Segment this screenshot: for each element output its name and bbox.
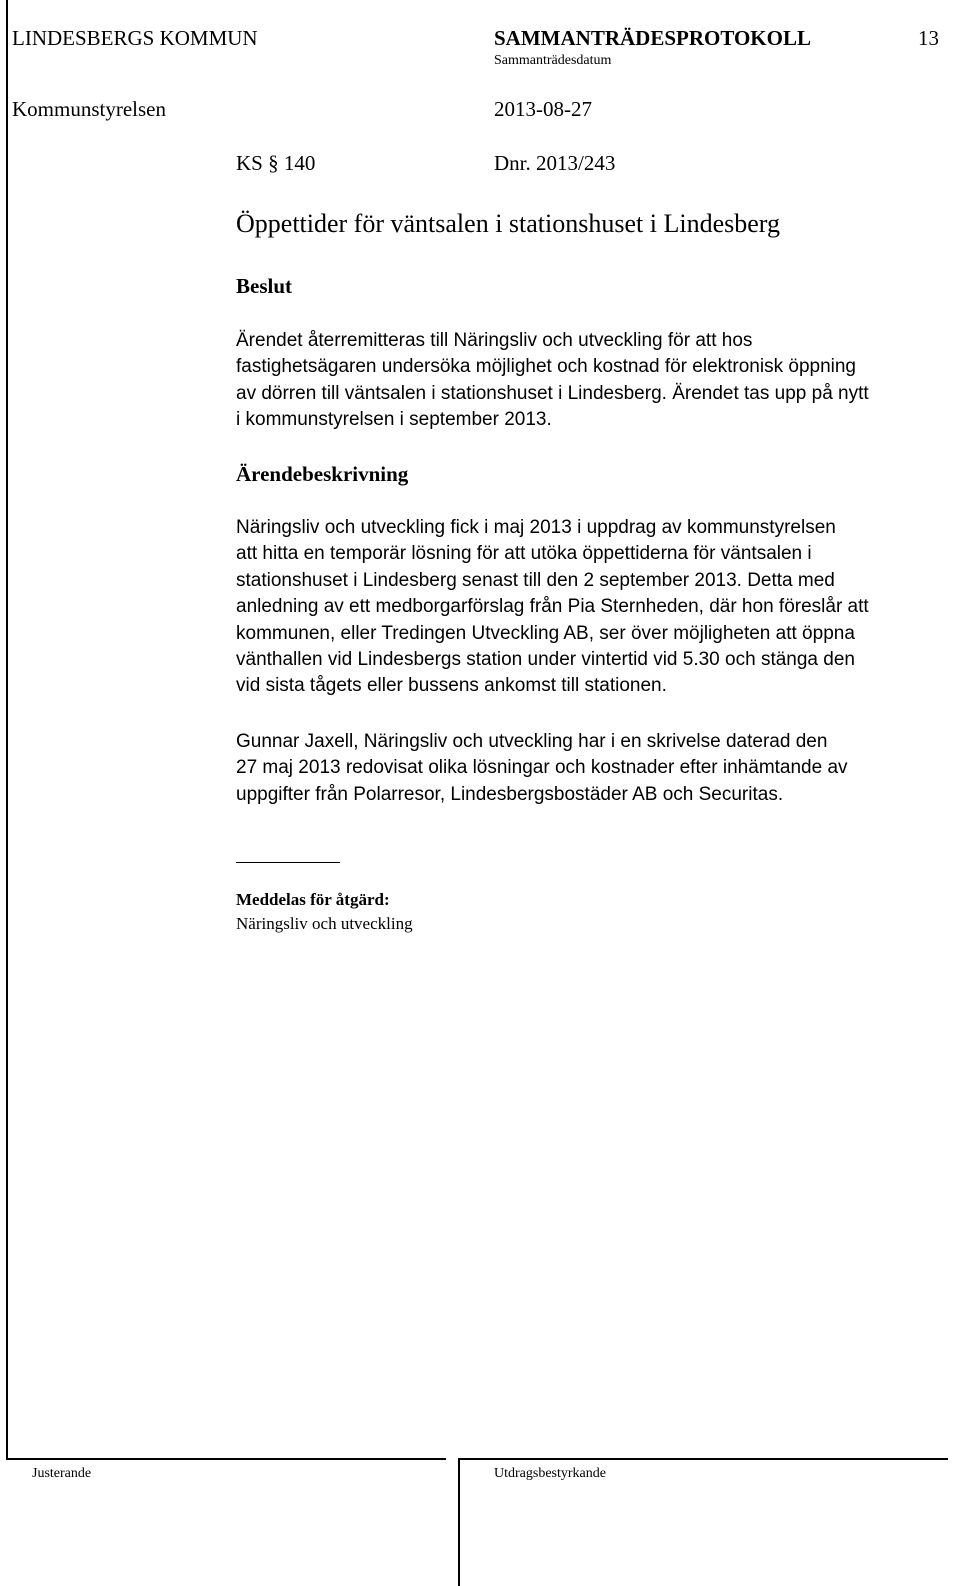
distribution-recipient: Näringsliv och utveckling (236, 914, 413, 933)
description-line: Näringsliv och utveckling fick i maj 2013 i uppdrag av kommunstyrelsen (236, 517, 836, 538)
committee-name: Kommunstyrelsen (12, 97, 166, 121)
decision-line: i kommunstyrelsen i september 2013. (236, 409, 552, 431)
signature-separator (236, 862, 340, 863)
date-label: Sammanträdesdatum (494, 53, 612, 68)
case-paragraph: KS § 140 (236, 151, 316, 175)
document-type: SAMMANTRÄDESPROTOKOLL (494, 26, 811, 50)
description-line: anledning av ett medborgarförslag från Pia Sternheden, där hon föreslår att (236, 596, 869, 618)
meeting-date: 2013-08-27 (494, 97, 592, 121)
description-line: att hitta en temporär lösning för att utöka öppettiderna för väntsalen i (236, 543, 812, 565)
description-line: vid sista tågets eller bussens ankomst till stationen. (236, 675, 667, 697)
description-paragraph-2 (236, 729, 936, 808)
left-margin-rule (6, 0, 8, 1458)
decision-line: Ärendet återremitteras till Näringsliv och utveckling för att hos (236, 330, 753, 351)
description-line: kommunen, eller Tredingen Utveckling AB, ser över möjligheten att öppna (236, 622, 855, 644)
distribution-label: Meddelas för åtgärd: (236, 890, 390, 909)
footer-rule-left (6, 1458, 446, 1460)
page-number: 13 (918, 26, 939, 50)
footer-utdragsbestyrkande: Utdragsbestyrkande (494, 1466, 606, 1481)
description-line: stationshuset i Lindesberg senast till den 2 september 2013. Detta med (236, 569, 835, 591)
description-line: Gunnar Jaxell, Näringsliv och utveckling har i en skrivelse daterad den (236, 731, 828, 752)
description-paragraph-1 (236, 515, 936, 700)
footer-divider (458, 1460, 460, 1586)
decision-line: av dörren till väntsalen i stationshuset i Lindesberg. Ärendet tas upp på nytt (236, 382, 869, 404)
description-line: uppgifter från Polarresor, Lindesbergsbostäder AB och Securitas. (236, 783, 784, 805)
municipality-name: LINDESBERGS KOMMUN (12, 26, 258, 50)
decision-heading: Beslut (236, 274, 293, 298)
description-line: vänthallen vid Lindesbergs station under vintertid vid 5.30 och stänga den (236, 649, 855, 671)
diary-number: Dnr. 2013/243 (494, 151, 616, 175)
footer-justerande: Justerande (32, 1466, 92, 1481)
description-line: 27 maj 2013 redovisat olika lösningar och kostnader efter inhämtande av (236, 757, 848, 779)
footer-rule-right (458, 1458, 948, 1460)
decision-line: fastighetsägaren undersöka möjlighet och kostnad för elektronisk öppning (236, 356, 856, 378)
page-title: Öppettider för väntsalen i stationshuset i Lindesberg (236, 209, 780, 238)
decision-text (236, 328, 936, 434)
description-heading: Ärendebeskrivning (236, 462, 409, 486)
